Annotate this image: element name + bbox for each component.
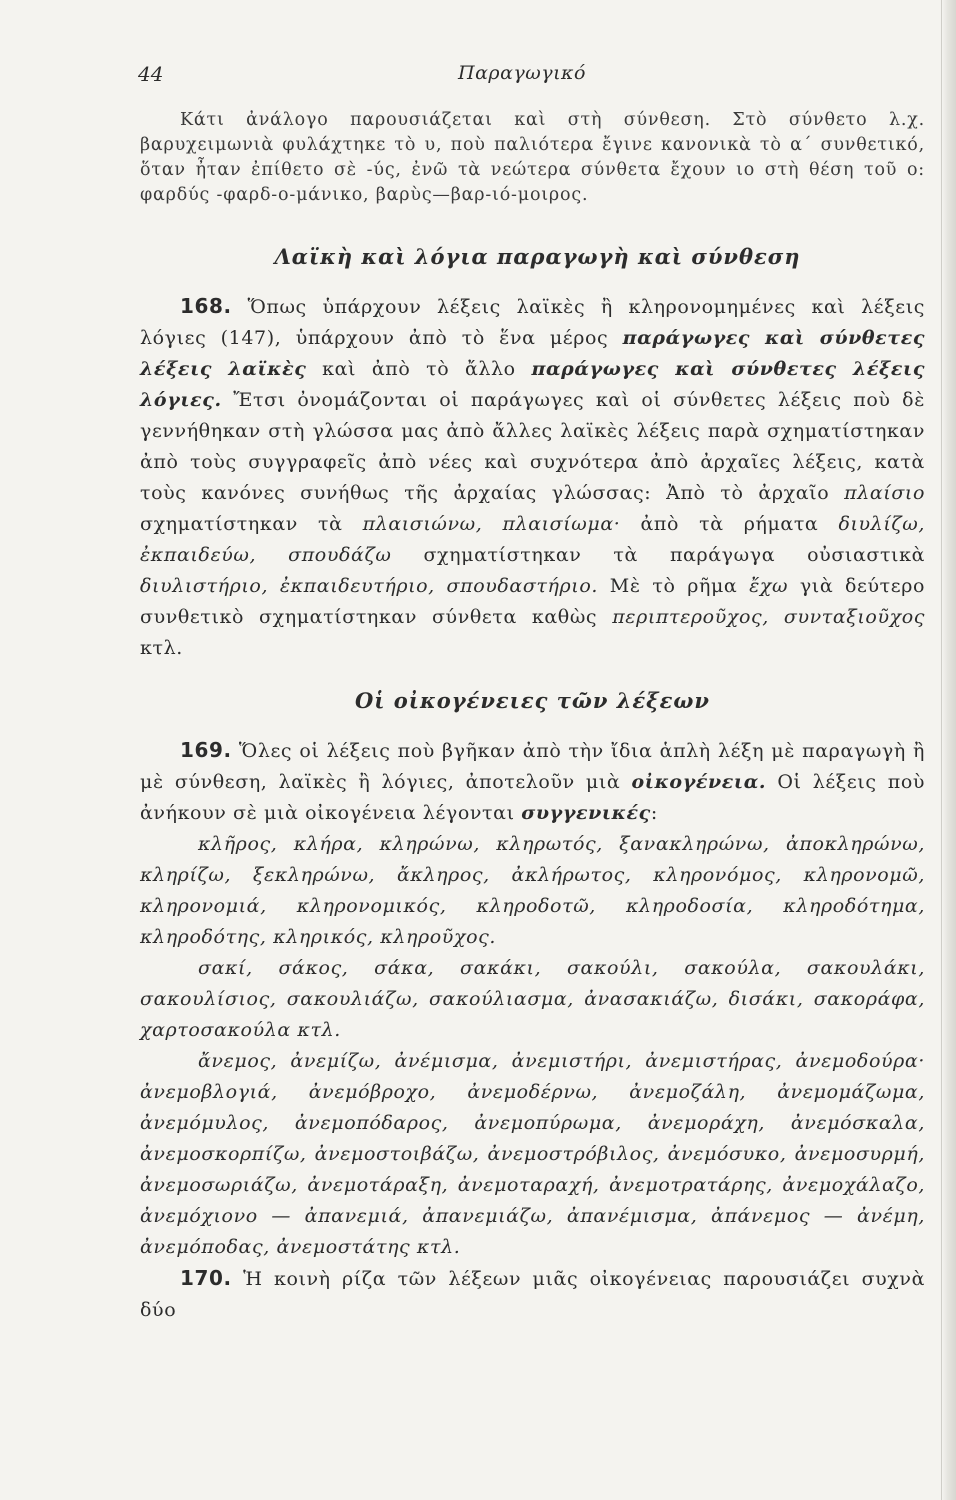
paragraph-170	[140, 1263, 925, 1326]
text-run: Μὲ τὸ ρῆμα	[609, 575, 738, 597]
page-header	[138, 62, 928, 92]
text-run: σχηματίστηκαν τὰ παράγωγα οὐσιαστικὰ	[423, 544, 926, 566]
word-family-kliros: κλῆρος, κλήρα, κληρώνω, κληρωτός, ξανακληρώνω, ἀποκληρώνω, κληρίζω, ξεκληρώνω, ἄκληρος, ἀκλήρωτος, κληρονόμος, κληρονομῶ, κληρονομιά, κληρονομικός, κληροδοτῶ, κληροδοσία, κληροδότημα, κληροδότης, κληρικός, κληροῦχος.	[140, 833, 925, 948]
page-number: 44	[138, 62, 164, 86]
emphasis-term: παράγωγες καὶ σύνθετες λέξεις λαϊκὲς	[140, 327, 926, 380]
paragraph-number: 169.	[180, 738, 232, 762]
example-word: διυλιστήριο, ἐκπαιδευτήριο, σπουδαστήριο.	[140, 575, 599, 597]
intro-paragraph: Κάτι ἀνάλογο παρουσιάζεται καὶ στὴ σύνθεση. Στὸ σύνθετο λ.χ. βαρυχειμωνιὰ φυλάχτηκε τὸ υ, ποὺ παλιότερα ἔγινε κανονικὰ τὸ α΄ συνθετικό, ὅταν ἦταν ἐπίθετο σὲ -ύς, ἐνῶ τὰ νεώτερα σύνθετα ἔχουν ιο στὴ θέση τοῦ ο: φαρδύς -φαρδ-ο-μάνικο, βαρὺς—βαρ-ιό-μοιρος.	[140, 110, 925, 205]
section-heading-popular-learned: Λαϊκὴ καὶ λόγια παραγωγὴ καὶ σύνθεση	[274, 244, 801, 269]
text-run: Ὅλες οἱ λέξεις ποὺ βγῆκαν ἀπὸ τὴν ἴδια ἁπλὴ λέξη μὲ παραγωγὴ ἢ μὲ σύνθεση, λαϊκὲς ἢ λόγιες, ἀποτελοῦν μιὰ	[140, 740, 926, 793]
paragraph-number: 170.	[180, 1266, 232, 1290]
emphasis-term: παράγωγες καὶ σύνθετες λέξεις λόγιες.	[140, 358, 926, 411]
text-run: σχηματίστηκαν τὰ	[140, 513, 343, 535]
text-run: Ἔτσι ὀνομάζονται οἱ παράγωγες καὶ οἱ σύνθετες λέξεις ποὺ δὲ γεννήθηκαν στὴ γλώσσα μας ἀπὸ ἄλλες λαϊκὲς λέξεις παρὰ σχηματίστηκαν ἀπὸ τοὺς συγγραφεῖς ἀπὸ νέες καὶ συχνότερα ἀπὸ ἀρχαῖες λέξεις, κατὰ τοὺς κανόνες συνήθως τῆς ἀρχαίας γλώσσας: Ἀπὸ τὸ ἀρχαῖο	[140, 389, 925, 504]
emphasis-term: οἰκογένεια.	[631, 771, 767, 793]
example-word: περιπτεροῦχος, συνταξιοῦχος	[612, 606, 925, 628]
text-run: ἀπὸ τὰ ρήματα	[640, 513, 819, 535]
example-word: πλαισιώνω, πλαισίωμα·	[362, 513, 621, 535]
example-word: διυλίζω, ἐκπαιδεύω, σπουδάζω	[140, 513, 925, 566]
page-body	[140, 108, 925, 1326]
text-run: Ἡ κοινὴ ρίζα τῶν λέξεων μιᾶς οἰκογένειας παρουσιάζει συχνὰ δύο	[140, 1268, 925, 1321]
text-run: Ὅπως ὑπάρχουν λέξεις λαϊκὲς ἢ κληρονομημένες καὶ λέξεις λόγιες (147), ὑπάρχουν ἀπὸ τὸ ἕνα μέρος	[140, 296, 925, 349]
text-run: καὶ ἀπὸ τὸ ἄλλο	[322, 358, 516, 380]
text-run: Οἱ λέξεις ποὺ ἀνήκουν σὲ μιὰ οἰκογένεια λέγονται	[140, 771, 926, 824]
word-family-anemos: ἄνεμος, ἀνεμίζω, ἀνέμισμα, ἀνεμιστήρι, ἀνεμιστήρας, ἀνεμοδούρα· ἀνεμοβλογιά, ἀνεμόβροχο, ἀνεμοδέρνω, ἀνεμοζάλη, ἀνεμομάζωμα, ἀνεμόμυλος, ἀνεμοπόδαρος, ἀνεμοπύρωμα, ἀνεμοράχη, ἀνεμόσκαλα, ἀνεμοσκορπίζω, ἀνεμοστοιβάζω, ἀνεμοστρόβιλος, ἀνεμόσυκο, ἀνεμοσυρμή, ἀνεμοσωριάζω, ἀνεμοτάραξη, ἀνεμοταραχή, ἀνεμοτρατάρης, ἀνεμοχάλαζο, ἀνεμόχιονο — ἀπανεμιά, ἀπανεμιάζω, ἀπανέμισμα, ἀπάνεμος — ἀνέμη, ἀνεμόποδας, ἀνεμοστάτης κτλ.	[140, 1050, 925, 1258]
text-run: γιὰ δεύτερο συνθετικὸ σχηματίστηκαν σύνθετα καθὼς	[140, 575, 926, 628]
paragraph-169	[140, 735, 925, 829]
running-title: Παραγωγικό	[458, 62, 586, 84]
paragraph-number: 168.	[180, 294, 232, 318]
section-heading-word-families: Οἱ οἰκογένειες τῶν λέξεων	[355, 688, 710, 713]
paragraph-168	[140, 291, 925, 664]
example-word: ἔχω	[749, 575, 789, 597]
example-word: πλαίσιο	[844, 482, 925, 504]
word-family-saki: σακί, σάκος, σάκα, σακάκι, σακούλι, σακούλα, σακουλάκι, σακουλίσιος, σακουλιάζω, σακούλιασμα, ἀνασακιάζω, δισάκι, σακοράφα, χαρτοσακούλα κτλ.	[140, 957, 925, 1041]
text-run: κτλ.	[140, 637, 183, 659]
page-edge	[941, 0, 956, 1500]
text-run: :	[650, 802, 658, 824]
emphasis-term: συγγενικές	[521, 802, 651, 824]
